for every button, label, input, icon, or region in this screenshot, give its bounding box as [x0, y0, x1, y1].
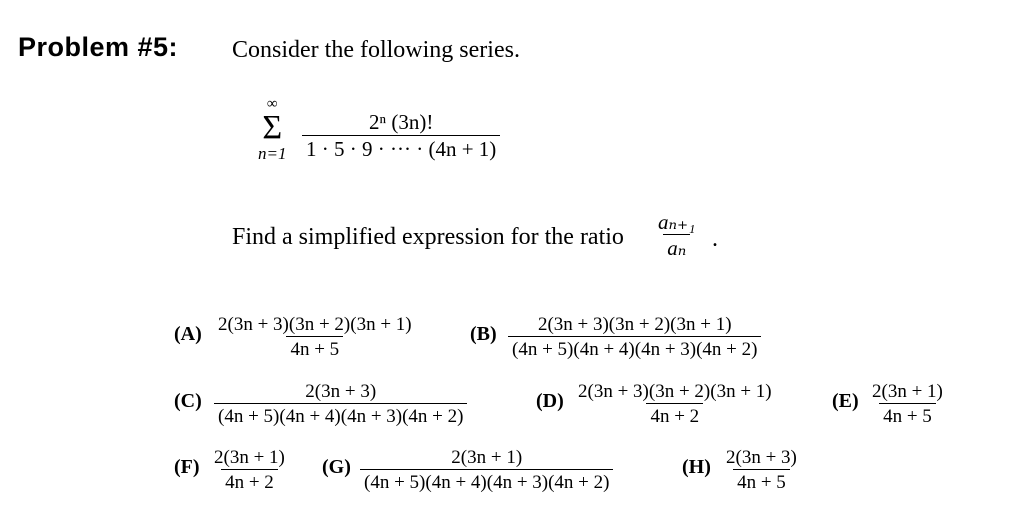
sum-upper-limit: ∞ [266, 96, 278, 112]
sigma-icon: Σ [262, 109, 283, 146]
option-b-denominator: (4n + 5)(4n + 4)(4n + 3)(4n + 2) [508, 336, 761, 361]
series-denominator: 1 · 5 · 9 · ··· · (4n + 1) [302, 135, 500, 162]
option-c-denominator: (4n + 5)(4n + 4)(4n + 3)(4n + 2) [214, 403, 467, 428]
option-h-numerator: 2(3n + 3) [726, 447, 797, 468]
option-g-denominator: (4n + 5)(4n + 4)(4n + 3)(4n + 2) [360, 469, 613, 494]
prompt-text: Find a simplified expression for the ratio [232, 224, 624, 250]
option-h-fraction [722, 446, 801, 494]
option-a-label: (A) [174, 323, 202, 345]
problem-label: Problem #5: [18, 32, 179, 62]
option-f-denominator: 4n + 2 [221, 469, 278, 494]
option-g-fraction [360, 446, 613, 494]
series-numerator: 2ⁿ (3n)! [368, 110, 434, 134]
option-e-denominator: 4n + 5 [879, 403, 936, 428]
option-c-label: (C) [174, 390, 202, 412]
option-h-label: (H) [682, 456, 711, 478]
ratio-denominator: aₙ [663, 234, 690, 260]
option-a-denominator: 4n + 5 [286, 336, 343, 361]
option-f-label: (F) [174, 456, 200, 478]
option-d-numerator: 2(3n + 3)(3n + 2)(3n + 1) [578, 381, 772, 402]
option-g-label: (G) [322, 456, 351, 478]
option-d-label: (D) [536, 390, 564, 412]
option-b-numerator: 2(3n + 3)(3n + 2)(3n + 1) [537, 314, 732, 335]
ratio-numerator: aₙ₊₁ [658, 210, 696, 234]
option-f-fraction [210, 446, 289, 494]
prompt-period: . [712, 226, 718, 252]
option-a-fraction [214, 313, 416, 361]
option-e-label: (E) [832, 390, 859, 412]
option-b-label: (B) [470, 323, 497, 345]
option-h-denominator: 4n + 5 [733, 469, 790, 494]
option-c-fraction [214, 380, 467, 428]
ratio-fraction [654, 210, 699, 260]
option-f-numerator: 2(3n + 1) [214, 447, 285, 468]
option-b-fraction [508, 313, 761, 361]
problem-intro: Consider the following series. [232, 37, 520, 63]
sum-lower-limit: n=1 [258, 144, 287, 163]
option-c-numerator: 2(3n + 3) [305, 381, 377, 402]
option-e-fraction [868, 380, 947, 428]
summation-symbol [258, 97, 286, 163]
option-d-denominator: 4n + 2 [646, 403, 703, 428]
option-a-numerator: 2(3n + 3)(3n + 2)(3n + 1) [218, 314, 412, 335]
option-d-fraction [574, 380, 776, 428]
option-g-numerator: 2(3n + 1) [451, 447, 523, 468]
series-term [302, 110, 500, 162]
option-e-numerator: 2(3n + 1) [872, 381, 943, 402]
